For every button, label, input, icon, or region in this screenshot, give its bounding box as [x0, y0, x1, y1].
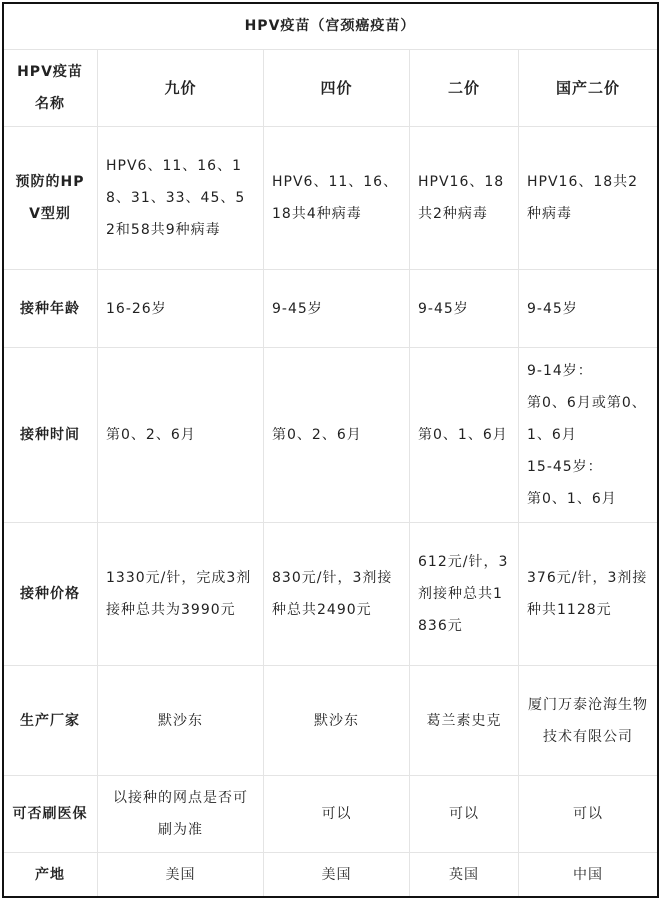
table-header-row [3, 50, 658, 127]
row-label-origin: 产地 [3, 853, 98, 897]
schedule-line: 第0、6月或第0、1、6月 [527, 395, 647, 443]
table-cell: 可以 [410, 776, 519, 853]
row-label-age: 接种年龄 [3, 270, 98, 348]
table-cell: 9-45岁 [264, 270, 410, 348]
table-cell: HPV16、18共2种病毒 [519, 127, 658, 270]
schedule-line: 15-45岁： [527, 459, 603, 475]
table-cell: 第0、2、6月 [98, 348, 264, 523]
header-cell-name: HPV疫苗名称 [3, 50, 98, 127]
row-label-insurance: 可否刷医保 [3, 776, 98, 853]
table-cell: 中国 [519, 853, 658, 897]
header-cell-domestic-2valent: 国产二价 [519, 50, 658, 127]
table-cell: HPV6、11、16、18共4种病毒 [264, 127, 410, 270]
table-row [3, 853, 658, 897]
row-label-manufacturer: 生产厂家 [3, 666, 98, 776]
table-cell: 第0、2、6月 [264, 348, 410, 523]
table-cell: 厦门万泰沧海生物技术有限公司 [519, 666, 658, 776]
table-cell: 376元/针，3剂接种共1128元 [519, 523, 658, 666]
header-cell-9valent: 九价 [98, 50, 264, 127]
table-cell: 9-45岁 [519, 270, 658, 348]
table-cell: 612元/针，3剂接种总共1836元 [410, 523, 519, 666]
table-cell: 830元/针，3剂接种总共2490元 [264, 523, 410, 666]
header-cell-2valent: 二价 [410, 50, 519, 127]
table-cell: 第0、1、6月 [410, 348, 519, 523]
table-cell: 美国 [98, 853, 264, 897]
table-cell: 可以 [519, 776, 658, 853]
table-cell: 默沙东 [264, 666, 410, 776]
hpv-vaccine-table [2, 2, 658, 897]
header-cell-4valent: 四价 [264, 50, 410, 127]
table-title: HPV疫苗（宫颈癌疫苗） [3, 3, 658, 50]
table-cell: 可以 [264, 776, 410, 853]
table-cell: 以接种的网点是否可刷为准 [98, 776, 264, 853]
table-cell: HPV6、11、16、18、31、33、45、52和58共9种病毒 [98, 127, 264, 270]
table-row [3, 523, 658, 666]
row-label-hpv-types: 预防的HPV型别 [3, 127, 98, 270]
table-cell: 1330元/针，完成3剂接种总共为3990元 [98, 523, 264, 666]
schedule-line: 第0、1、6月 [527, 491, 617, 507]
table-cell-domestic-schedule [519, 348, 658, 523]
table-title-row [3, 3, 658, 50]
table-cell: 9-45岁 [410, 270, 519, 348]
table-row [3, 348, 658, 523]
table-cell: 默沙东 [98, 666, 264, 776]
table-row [3, 127, 658, 270]
table-row [3, 776, 658, 853]
table-cell: 葛兰素史克 [410, 666, 519, 776]
table-cell: 英国 [410, 853, 519, 897]
table-cell: 美国 [264, 853, 410, 897]
table-cell: HPV16、18共2种病毒 [410, 127, 519, 270]
table-cell: 16-26岁 [98, 270, 264, 348]
table-row [3, 666, 658, 776]
schedule-line: 9-14岁： [527, 363, 593, 379]
row-label-schedule: 接种时间 [3, 348, 98, 523]
row-label-price: 接种价格 [3, 523, 98, 666]
table-row [3, 270, 658, 348]
